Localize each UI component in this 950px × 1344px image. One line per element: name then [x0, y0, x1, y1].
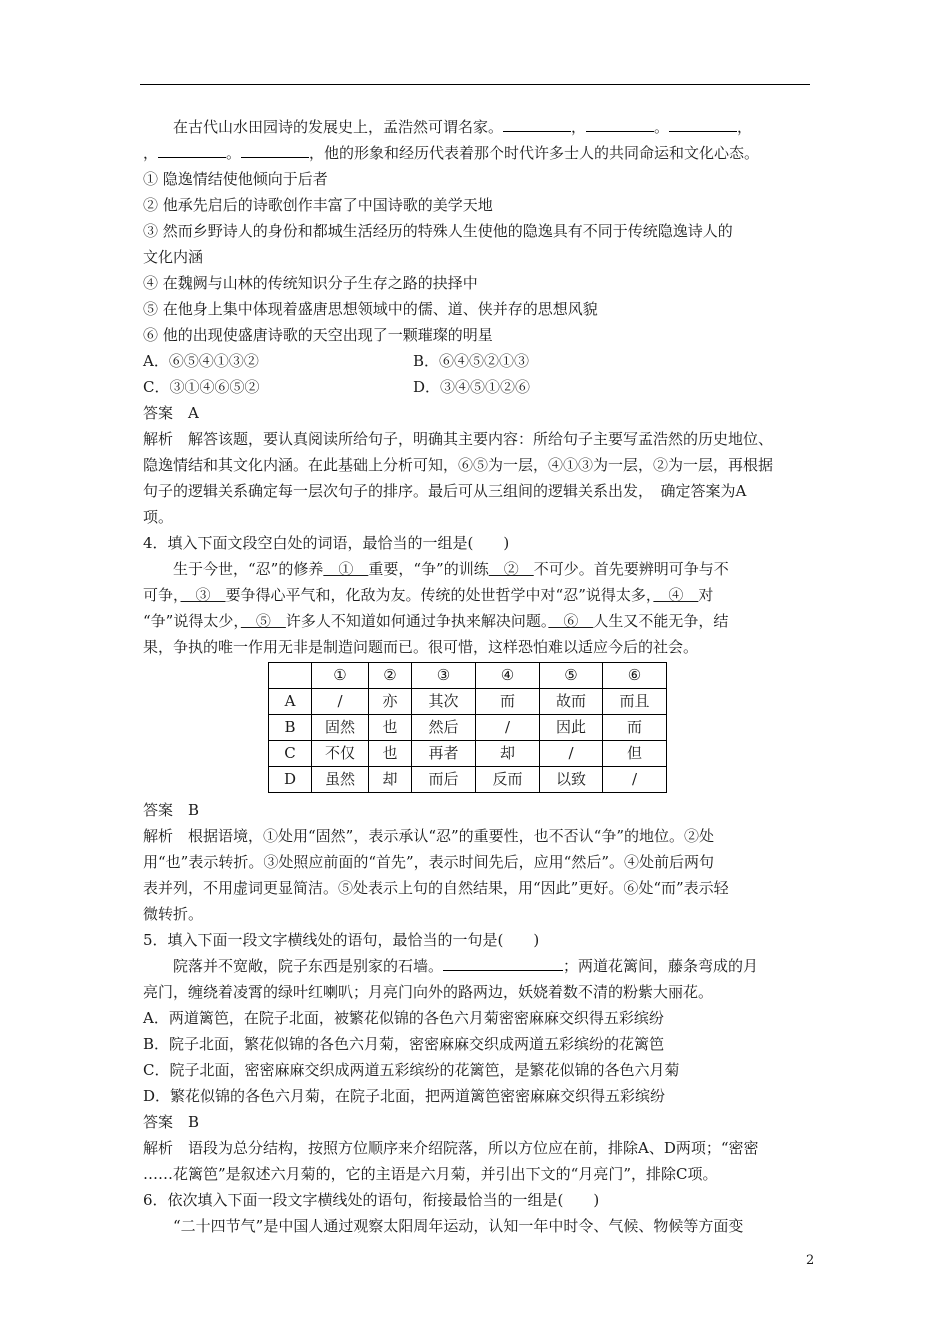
table-cell: 而 — [603, 715, 667, 741]
table-row — [269, 741, 667, 767]
blank-marker-1: ① — [323, 560, 369, 578]
blank-3 — [669, 114, 737, 132]
table-row — [269, 767, 667, 793]
header-rule — [140, 84, 810, 85]
q3-options-row-2 — [143, 374, 811, 400]
q3-analysis: 隐逸情结和其文化内涵。在此基础上分析可知，⑥⑤为一层，④①③为一层，②为一层，再根据 — [143, 456, 774, 474]
table-cell: 但 — [603, 741, 667, 767]
passage-text: 院落并不宽敞，院子东西是别家的石墙。 — [173, 957, 444, 975]
passage-text: 生于今世，“忍”的修养 — [173, 560, 324, 578]
table-cell — [269, 663, 312, 689]
q5-option-c: C．院子北面，密密麻麻交织成两道五彩缤纷的花篱笆，是繁花似锦的各色六月菊 — [143, 1061, 680, 1079]
document-body — [143, 114, 811, 1239]
passage-text: 不可少。首先要辨明可争与不 — [533, 560, 729, 578]
table-cell: 而 — [476, 689, 540, 715]
table-row — [269, 715, 667, 741]
q3-analysis: 项。 — [143, 508, 174, 526]
q4-answer-table — [268, 662, 667, 793]
table-cell: 再者 — [412, 741, 476, 767]
table-cell: ③ — [412, 663, 476, 689]
table-cell: 却 — [369, 767, 412, 793]
q4-passage-line1 — [143, 556, 811, 582]
blank-1 — [503, 114, 571, 132]
passage-text: 对 — [698, 586, 714, 604]
punct: 。 — [226, 144, 242, 162]
q5-question: 5．填入下面一段文字横线处的语句，最恰当的一句是( ) — [143, 931, 540, 949]
punct: 。 — [654, 118, 670, 136]
table-cell: 固然 — [312, 715, 369, 741]
q3-stem-text: ，他的形象和经历代表着那个时代许多士人的共同命运和文化心态。 — [309, 144, 760, 162]
q4-analysis: 微转折。 — [143, 905, 204, 923]
table-cell: / — [312, 689, 369, 715]
punct: ， — [143, 144, 159, 162]
q4-analysis: 用“也”表示转折。③处照应前面的“首先”，表示时间先后，应用“然后”。④处前后两句 — [143, 853, 715, 871]
passage-text: 要争得心平气和，化敌为友。传统的处世哲学中对“忍”说得太多， — [225, 586, 654, 604]
q5-option-b: B．院子北面，繁花似锦的各色六月菊，密密麻麻交织成两道五彩缤纷的花篱笆 — [143, 1035, 665, 1053]
q5-option-d: D．繁花似锦的各色六月菊，在院子北面，把两道篱笆密密麻麻交织得五彩缤纷 — [143, 1087, 666, 1105]
blank-4 — [158, 140, 226, 158]
table-cell: / — [476, 715, 540, 741]
blank-marker-5: ⑤ — [240, 612, 286, 630]
q3-analysis: 解析 解答该题，要认真阅读所给句子，明确其主要内容：所给句子主要写孟浩然的历史地位、 — [143, 430, 774, 448]
q5-analysis: 解析 语段为总分结构，按照方位顺序来介绍院落，所以方位应在前，排除A、D两项；“密密 — [143, 1139, 759, 1157]
q3-option-b: B．⑥④⑤②①③ — [413, 352, 530, 370]
table-cell: ⑥ — [603, 663, 667, 689]
q3-stem-text: 在古代山水田园诗的发展史上，孟浩然可谓名家。 — [173, 118, 504, 136]
q3-item: 文化内涵 — [143, 248, 204, 266]
q5-passage-line1 — [143, 953, 811, 979]
table-cell: ② — [369, 663, 412, 689]
q5-option-a: A．两道篱笆，在院子北面，被繁花似锦的各色六月菊密密麻麻交织得五彩缤纷 — [143, 1009, 664, 1027]
q4-analysis: 解析 根据语境，①处用“固然”，表示承认“忍”的重要性，也不否认“争”的地位。②处 — [143, 827, 715, 845]
passage-text: 重要，“争”的训练 — [368, 560, 489, 578]
q4-passage-line4: 果，争执的唯一作用无非是制造问题而已。很可惜，这样恐怕难以适应今后的社会。 — [143, 638, 699, 656]
q6-passage: “二十四节气”是中国人通过观察太阳周年运动，认知一年中时令、气候、物候等方面变 — [173, 1217, 744, 1235]
table-cell: 而后 — [412, 767, 476, 793]
table-cell: 因此 — [540, 715, 603, 741]
table-header-row — [269, 663, 667, 689]
punct: ， — [737, 118, 753, 136]
table-cell: / — [540, 741, 603, 767]
q3-analysis: 句子的逻辑关系确定每一层次句子的排序。最后可从三组间的逻辑关系出发， 确定答案为A — [143, 482, 747, 500]
table-cell: 以致 — [540, 767, 603, 793]
table-cell: 反而 — [476, 767, 540, 793]
table-cell: ① — [312, 663, 369, 689]
page-number: 2 — [806, 1253, 815, 1268]
passage-text: 许多人不知道如何通过争执来解决问题。 — [285, 612, 549, 630]
table-cell: 其次 — [412, 689, 476, 715]
q3-item: ③ 然而乡野诗人的身份和都城生活经历的特殊人生使他的隐逸具有不同于传统隐逸诗人的 — [143, 222, 733, 240]
passage-text: ；两道花篱间，藤条弯成的月 — [563, 957, 759, 975]
table-cell: C — [269, 741, 312, 767]
table-cell: A — [269, 689, 312, 715]
table-row — [269, 689, 667, 715]
q3-stem-line2 — [143, 140, 811, 166]
q3-item: ② 他承先启后的诗歌创作丰富了中国诗歌的美学天地 — [143, 196, 493, 214]
q5-answer: 答案 B — [143, 1113, 200, 1131]
blank-2 — [586, 114, 654, 132]
table-cell: 虽然 — [312, 767, 369, 793]
table-cell: 故而 — [540, 689, 603, 715]
table-cell: 然后 — [412, 715, 476, 741]
q5-analysis: ……花篱笆”是叙述六月菊的，它的主语是六月菊，并引出下文的“月亮门”，排除C项。 — [143, 1165, 718, 1183]
table-cell: ⑤ — [540, 663, 603, 689]
q3-item: ⑥ 他的出现使盛唐诗歌的天空出现了一颗璀璨的明星 — [143, 326, 493, 344]
q3-item: ⑤ 在他身上集中体现着盛唐思想领域中的儒、道、侠并存的思想风貌 — [143, 300, 598, 318]
q6-question: 6．依次填入下面一段文字横线处的语句，衔接最恰当的一组是( ) — [143, 1191, 600, 1209]
q3-option-d: D．③④⑤①②⑥ — [413, 378, 531, 396]
blank-marker-3: ③ — [180, 586, 226, 604]
table-cell: 也 — [369, 715, 412, 741]
q5-passage-line2: 亮门，缠绕着凌霄的绿叶红喇叭；月亮门向外的路两边，妖娆着数不清的粉紫大丽花。 — [143, 983, 714, 1001]
table-cell: 也 — [369, 741, 412, 767]
blank-marker-2: ② — [488, 560, 534, 578]
blank-q5 — [443, 953, 563, 971]
table-cell: B — [269, 715, 312, 741]
blank-5 — [241, 140, 309, 158]
q4-passage-line3 — [143, 608, 811, 634]
table-cell: 而且 — [603, 689, 667, 715]
passage-text: 可争， — [143, 586, 181, 604]
q4-analysis: 表并列，不用虚词更显简洁。⑤处表示上句的自然结果，用“因此”更好。⑥处“而”表示轻 — [143, 879, 729, 897]
passage-text: 人生又不能无争，结 — [593, 612, 729, 630]
table-cell: 却 — [476, 741, 540, 767]
table-cell: 不仅 — [312, 741, 369, 767]
q4-passage-line2 — [143, 582, 811, 608]
q3-option-a: A．⑥⑤④①③② — [143, 352, 259, 370]
punct: ， — [571, 118, 587, 136]
table-cell: 亦 — [369, 689, 412, 715]
q4-answer: 答案 B — [143, 801, 200, 819]
table-cell: / — [603, 767, 667, 793]
q3-item: ① 隐逸情结使他倾向于后者 — [143, 170, 328, 188]
q3-answer: 答案 A — [143, 404, 199, 422]
blank-marker-6: ⑥ — [548, 612, 594, 630]
q3-item: ④ 在魏阙与山林的传统知识分子生存之路的抉择中 — [143, 274, 478, 292]
q4-question: 4．填入下面文段空白处的词语，最恰当的一组是( ) — [143, 534, 510, 552]
table-cell: D — [269, 767, 312, 793]
q3-stem-line1 — [143, 114, 811, 140]
blank-marker-4: ④ — [653, 586, 699, 604]
q3-options-row-1 — [143, 348, 811, 374]
passage-text: “争”说得太少， — [143, 612, 241, 630]
q3-option-c: C．③①④⑥⑤② — [143, 378, 260, 396]
table-cell: ④ — [476, 663, 540, 689]
